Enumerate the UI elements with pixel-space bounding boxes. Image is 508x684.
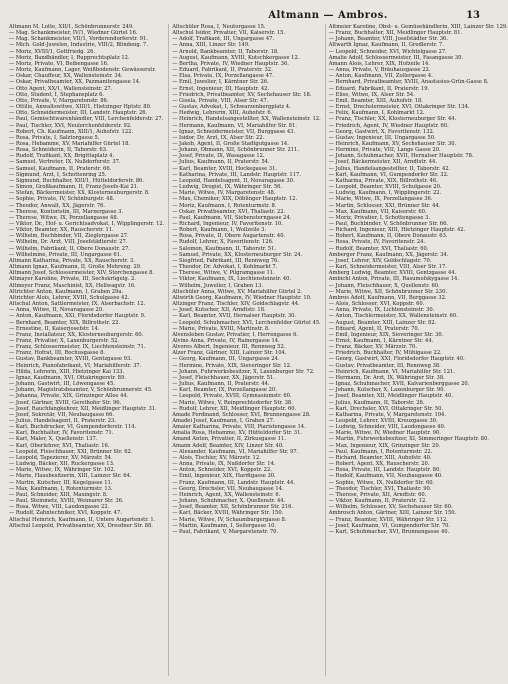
directory-entry: — Oskar, Privatbeamter, XVI, Thaliastr. 22.	[172, 208, 286, 215]
directory-entry: — Eduard, Fabrikant, II, Praterstr. 19.	[328, 85, 430, 92]
column-3	[325, 24, 508, 676]
directory-entry: — Ludwig, Drogist, IX, Währinger Str. 56.	[172, 184, 283, 191]
directory-entry: — Ottilie, Anwaltswitwe, XIII/1, Hietzinger Hptstr. 80.	[9, 104, 152, 111]
directory-entry: — Friedrich, Buchhalter, IV, Mühlgasse 22.	[328, 350, 442, 357]
directory-entry: — Paul, Tischler, XVI, Neulerchenfelderstr. 92.	[9, 122, 132, 129]
directory-entry: Amand Anton, Privatier, II, Zirkusgasse 11.	[172, 436, 286, 443]
page-number: 13	[466, 9, 480, 21]
directory-entry: — Therese, Private, XII, Arndtstr. 60.	[328, 491, 427, 498]
directory-entry: Altzinger Franz, Tischler, XIV, Goldschlagstr. 44.	[172, 301, 300, 308]
directory-entry: — Karl, Schneidermeister, VIII, Alser Str. 17.	[328, 264, 447, 271]
directory-entry: — Rosa, Private, II, Obere Augartenstr. 40.	[172, 233, 286, 240]
directory-entry: — Ernestine, II, Kaiserjosefstr. 14.	[9, 325, 100, 332]
directory-entry: Altschul Leopold, Privatbeamter, XX, Dresdner Str. 88.	[9, 522, 153, 529]
directory-entry: — Martin, Fuhrwerksbesitzer, XI, Simmeringer Hauptstr. 80.	[328, 436, 489, 443]
directory-entry: — Johann, Schuhmacher, XVII, Hernalser Hauptstr. 78.	[328, 153, 474, 160]
directory-entry: — Bernhard, Beamter, XIX, Billrothstr. 22.	[9, 319, 121, 326]
directory-entry: — Anton, Schneider, XVI, Koppstr. 22.	[172, 467, 272, 474]
directory-entry: — Marie, Witwe, V, Reinprechtsdorfer Str. 38.	[172, 399, 293, 406]
directory-entry: — Gustav, Bankbeamter, XVIII, Gentzgasse 93.	[9, 356, 132, 363]
directory-entry: Altschul Heinrich, Kaufmann, II, Untere Augartenstr. 1.	[9, 516, 156, 523]
directory-entry: — Wilhelm, Juwelier, I, Graben 13.	[172, 282, 264, 289]
directory-entry: — Franz, Beamter, XVIII, Währinger Str. 112.	[328, 516, 448, 523]
directory-entry: — Katharina, Private, XIX, Billrothstr. 46.	[328, 177, 438, 184]
directory-entry: — Heinrich, Pianofabrikant, VI, Mariahilferstr. 37.	[9, 362, 142, 369]
directory-entry: — Robert, Agent, XX, Rauscherstr. 20.	[328, 461, 430, 468]
directory-entry: — Friedrich, Agent, IV, Wiedner Hauptstr. 60.	[328, 122, 449, 129]
directory-entry: — Josef, Kutscher, XII, Arndtstr. 18.	[172, 307, 266, 314]
directory-entry: Altschüler Anna, Witwe, XV, Mariahilfer Gürtel 2.	[172, 288, 303, 295]
directory-entry: — Martin, Kaufmann, I, Seilergasse 10.	[172, 522, 277, 529]
directory-entry: — Anna, Private, IX, Lichtensteinstr. 30.	[328, 307, 435, 314]
directory-entry: — Hermine, Private, XIX, Sieveringer Str. 12.	[172, 362, 292, 369]
directory-entry: — Marie, Witwe, IV, Schaumburgergasse 8.	[172, 516, 287, 523]
directory-entry: — Robert, Ch. Kaufmann, XIII/1, Auhofstr. 122.	[9, 128, 134, 135]
directory-entry: — Alois, Tischler, XV, Märzstr. 12.	[172, 454, 261, 461]
directory-entry: — Georg, Drechsler, VII, Neubaugasse 14.	[172, 485, 284, 492]
directory-entry: — Salomon, Kaufmann, II, Taborstr. 51.	[172, 245, 277, 252]
directory-entry: — Otto Agent, XX/1, Wallensteinstr. 27.	[9, 85, 113, 92]
directory-entry: — Theodor, Anwalt, XX, Jägerstr. 76.	[9, 202, 106, 209]
directory-entry: — Max, Kaufmann, I, Rotenturmstr. 13.	[9, 485, 113, 492]
directory-entry: Altmann M. Lotte, XII/1, Schönbrunnerstr. 249.	[9, 24, 134, 30]
directory-entry: — Hedwig, Lehrerin, XIII, Auhofstr. 6.	[172, 110, 273, 117]
directory-entry: — Leopold, Handelsagent, II, Novaragasse 30.	[172, 177, 295, 184]
directory-entry: — Georg, Gastwirt, X, Favoritenstr. 132.	[328, 128, 435, 135]
directory-entry: — Moriz, XVIII/1, Gottfriedg. 26.	[9, 48, 96, 55]
directory-entry: — Franz, Schlossermeister, IX, Liechtensteinstr. 71.	[9, 344, 146, 351]
directory-entry: — Marie, Witwe, IX, Währinger Str. 102.	[9, 467, 116, 474]
directory-entry: — Karl, Bäcker, XVIII, Währinger Str. 150.	[172, 510, 284, 517]
directory-entry: Altmeier Karoline, Obst- u. Gemüsehändlerin, XIII, Lainzer Str. 129.	[328, 24, 508, 30]
running-head: Altmann — Ambros.	[268, 9, 388, 21]
directory-entry: — Wilhelm, Schlosser, XV, Sechshauser Str. 60.	[328, 504, 453, 511]
directory-entry: — Franz, Hofrat, III, Rochusgasse 8.	[9, 350, 106, 357]
directory-entry: — Paul, Kaufmann, VII, Siebensterngasse 24.	[172, 214, 292, 221]
directory-entry: — Hermine, Private, VIII, Lange Gasse 20.	[328, 147, 441, 154]
directory-entry: Altwarth Ignaz, Kaufmann, II, Gredlerstr. 7.	[328, 42, 444, 49]
directory-entry: — Rosa, Private, I, Salztorgasse 5.	[9, 134, 100, 141]
directory-columns	[6, 24, 508, 676]
directory-entry: — Moriz, Kaufmann, I, Rotenturmstr. 8.	[172, 202, 277, 209]
directory-entry: — Leopold, Lehrer, XVIII, Kreuzgasse 30.	[328, 418, 438, 424]
directory-entry: — Wilhelmine, Private, III, Ungargasse 61.	[9, 251, 122, 258]
directory-entry: — Katharina, Private, V, Margaretenstr. 104.	[328, 411, 446, 418]
directory-entry: — Viktor, Kaufmann, II, Praterstr. 12.	[328, 498, 427, 505]
directory-entry: — Gustav, Ingenieur, III, Ungargasse 50.	[328, 134, 436, 141]
directory-entry: Ambros Adolf, Kaufmann, VII, Burggasse 32.	[328, 294, 447, 301]
directory-entry: — Gisela, Private, VIII, Alser Str. 47.	[172, 97, 269, 104]
directory-entry: — Otto, Schneidermeister, III, Landstr. Hauptstr. 26.	[9, 110, 148, 117]
directory-entry: — Otto, Student, I, Stephansplatz 6.	[9, 91, 105, 98]
directory-entry: — Anna, Private, IX, Nußdorfer Str. 14.	[172, 461, 276, 468]
directory-entry: — Eduard, Fabrikant, II, Praterstr. 32.	[172, 67, 273, 74]
directory-entry: — Karl, Buchdrucker, VI, Gumpendorferstr. 114.	[9, 424, 137, 431]
directory-entry: — Moriz, Privatier, I, Schottengasse 3.	[328, 214, 431, 221]
directory-entry: — Josef, Rauchfangkehrer, XII, Meidlinger Hauptstr. 31.	[9, 405, 157, 412]
directory-entry: Amalie Adolf, Schlossermeister, III, Fasangasse 30.	[328, 54, 464, 61]
directory-entry: — Rosa, Witwe, VIII, Laudongasse 22.	[9, 504, 110, 511]
column-2	[168, 24, 321, 676]
directory-entry: Altmann Ignaz, Kaufmann, II, Große Mohreng. 29.	[9, 264, 142, 271]
directory-entry: — Karl, Kaufmann, VI, Gumpendorfer Str. 32.	[328, 171, 449, 178]
directory-entry: — Samuel, Vertreter, IX, Nußdorferstr. 37.	[9, 159, 121, 166]
directory-entry: — Ludwig, Kaufmann, I, Wipplingerstr. 22.	[328, 190, 442, 197]
directory-entry: — Anton, Tischlermeister, XX, Wallensteinstr. 60.	[328, 313, 458, 320]
directory-entry: — Johanna, Private, XIX, Grinzinger Allee 44.	[9, 393, 129, 400]
directory-entry: — Josef, Sekretär, VII, Neubaugasse 66.	[9, 411, 115, 418]
directory-entry: — Franz, Buchhalter, XII, Meidlinger Hauptstr. 81.	[328, 30, 463, 37]
directory-entry: — Otto, Private, V, Margaretenstr. 86.	[9, 97, 109, 104]
directory-entry: — Karl, Maler, X, Quellenstr. 137.	[9, 436, 98, 443]
directory-entry: — Anna, Private, V, Bräuhausgasse 22.	[328, 67, 431, 74]
directory-entry: — Anton, Kaufmann, XXI, Floridsdorfer Hauptstr. 9.	[9, 313, 146, 320]
directory-entry: — Rudolf, Lehrer, XII, Meidlinger Hauptstr. 60.	[172, 405, 297, 412]
directory-entry: Amann Alois, Lehrer, XIX, Hofzeile 14.	[328, 60, 430, 67]
directory-entry: — Richard, Ingenieur, IV, Favoritenstr. 10.	[172, 221, 283, 227]
directory-entry: — Leopold, Schuhmacher, XVI, Lerchenfelder Gürtel 45.	[172, 319, 321, 326]
directory-entry: Alvensleben Gustav, Privatier, I, Herrengasse 6.	[172, 331, 299, 338]
directory-entry: — Anna, XIII, Linzer Str. 149.	[172, 42, 250, 49]
directory-entry: — Stefan, Bäckermeister, XX, Klosterneuburgerstr. 8.	[9, 190, 150, 197]
directory-entry: — Moriz, Bandhändler, I, Rupprechtsplatz 12.	[9, 54, 130, 61]
directory-entry: — Viktor, Beamter, XX, Rauscherstr. 11.	[9, 227, 114, 234]
directory-entry: — Oskar, Chauffeur, XX, Wallensteinstr. 34.	[9, 73, 123, 80]
directory-entry: — Sophie, Private, IV, Schönburgstr. 48.	[9, 196, 115, 203]
directory-entry: — Max, Ingenieur, XIX, Grinzinger Str. 20.	[328, 442, 441, 449]
directory-entry: Amberg Ludwig, Beamter, XVIII, Gentzgasse 44.	[328, 270, 457, 277]
directory-entry: — Heinrich, Handelsangestellter, XX, Wallensteinstr. 12.	[172, 116, 321, 123]
directory-entry: — Emil, Juwelier, I, Kärntner Str. 26.	[172, 79, 269, 86]
directory-entry: — Max, Chemiker, XIX, Döblinger Hauptstr. 12.	[172, 196, 298, 203]
directory-entry: — Richard, Ingenieur, XIII, Hietzinger Hauptstr. 42.	[328, 227, 466, 234]
directory-entry: — Ignaz, Schneidermeister, VII, Burggasse 43.	[172, 128, 296, 135]
directory-entry: — Wilhelm, Fabrikant, II, Obere Donaustr. 27.	[9, 245, 130, 252]
directory-entry: — Hermann, Kaufmann, VI, Mariahilfer Str. 81.	[172, 122, 297, 129]
directory-entry: — Alois, Schlosser, XVI, Koppstr. 60.	[328, 301, 425, 308]
directory-entry: — August, Kaufmann, XVIII, Kutschkergasse 12.	[172, 54, 300, 61]
directory-entry: — Emil, Beamter, XIII, Auhofstr. 18.	[328, 97, 423, 104]
directory-entry: — Julius, Kaufmann, II, Praterstr. 54.	[172, 159, 270, 166]
directory-entry: — Rudolf, Zahntechniker, XVI, Koppstr. 47.	[9, 510, 122, 517]
directory-entry: — Marie, Witwe, IV, Margaretenstr. 48.	[172, 190, 276, 197]
directory-entry: — Karl, Beamter, XVII, Hernalser Hauptstr. 30.	[172, 313, 297, 320]
directory-entry: — Max, Kaufmann, VII, Kaiserstr. 60.	[328, 208, 427, 215]
directory-entry: — Samuel, Private, XX, Klosterneuburger Str. 24.	[172, 251, 303, 258]
directory-entry: — Marie, Hausbesitzerin, XIII, Lainzer Str. 64.	[9, 473, 132, 480]
directory-entry: — Robert, Kaufmann, I, Wollzeile 3.	[172, 227, 267, 234]
directory-entry: Amalia Rosa, Hebamme, XV, Hütteldorfer Str. 31.	[172, 430, 303, 437]
directory-entry: — Julius, Kaufmann, II, Praterstr. 44.	[172, 381, 270, 388]
directory-entry: — Sigmund, Buchhalter, XIII/1, Hütteldorferstr. 86.	[9, 177, 144, 184]
directory-entry: — Hilda, Lehrerin, XIII, Hietzinger Kai 133.	[9, 368, 125, 375]
directory-entry: — Josef, Kaufmann, VI, Gumpendorfer Str. 70.	[328, 522, 451, 529]
directory-entry: — Anna, Witwe, II, Novaragasse 20.	[9, 307, 104, 314]
directory-entry: — Marie, Witwe, XII, Schönbrunner Str. 230.	[328, 288, 448, 295]
directory-entry: — Ernst, Ingenieur, III, Hauptstr. 42.	[172, 85, 270, 92]
directory-entry: — Martin, Kutscher, III, Kegelgasse 11.	[9, 479, 113, 486]
directory-entry: — Jakob, Agent, II, Große Stadtgutgasse 14.	[172, 140, 289, 147]
directory-entry: — Franz, Kaufmann, III, Landstr. Hauptstr. 44.	[172, 479, 295, 486]
directory-entry: — Johann, Gastwirt, III, Löwengasse 45.	[9, 381, 115, 388]
directory-entry: — Karl, Schuhmacher, XVI, Brunnengasse 40.	[328, 528, 450, 535]
directory-entry: — Wilhelm, Dr. Arzt, VIII, Josefstädterstr. 27.	[9, 239, 128, 246]
directory-entry: — Mag. Schankmeister, IV/1, Wiedner Gürtel 16.	[9, 30, 138, 37]
directory-entry: — Paul, Steinmetz, XVIII, Weimarer Str. 36.	[9, 498, 124, 505]
directory-entry: — Josef, Gärtner, XVIII, Gersthofer Str. 96.	[9, 399, 122, 406]
directory-entry: — Bernhard, Privatbeamter, XVIII, Anastasius-Grün-Gasse 8.	[328, 79, 489, 86]
directory-entry: — Paul, Gemischtwarenhändler, VIII, Lerchenfelderstr. 27.	[9, 116, 164, 123]
directory-entry: Altschüler Rosa, I, Neutorgasse 15.	[172, 24, 266, 30]
directory-entry: — Rudolf, Kaufmann, VII, Neubaugasse 40.	[328, 473, 443, 480]
directory-entry: — Franz, Privatier, X, Laxenburgerstr. 52.	[9, 337, 120, 344]
directory-entry: — Hermann, Dr. Arzt, IX, Währinger Str. 38.	[328, 374, 445, 381]
directory-entry: — Therese, Witwe, V, Pilgramgasse 11.	[172, 270, 275, 277]
directory-entry: — Elsa, Private, IX, Porzellangasse 47.	[172, 73, 274, 80]
directory-entry: — Marie, Private, XVIII, Martinstr. 8.	[172, 325, 270, 332]
directory-entry: — Richard, Beamter, XIII, Auhofstr. 40.	[328, 454, 432, 461]
directory-entry: — Karl, Oberlehrer, XVI, Thaliastr. 16.	[9, 442, 110, 449]
directory-entry: — Paul, Schneider, XIII, Maxingstr. 8.	[9, 491, 108, 498]
directory-entry: — Heinrich, Agent, XX, Wallensteinstr. 6.	[172, 491, 281, 498]
directory-entry: — Franz, Tischler, XX, Klosterneuburger Str. 44.	[328, 116, 457, 123]
directory-entry: — Sophie, Witwe, IX, Nußdorfer Str. 60.	[328, 479, 435, 486]
directory-entry: — Josef, Fleischhauer, XX, Jägerstr. 51.	[172, 374, 275, 381]
directory-entry: — Gustav, Privatbeamter, III, Rennweg 38.	[328, 362, 441, 369]
directory-entry: Altwirth Georg, Kaufmann, IV, Wiedner Hauptstr. 10.	[172, 294, 312, 301]
directory-entry: — Franz, Bäcker, XV, Märzstr. 70.	[328, 344, 417, 351]
directory-entry: Alvores Albert, Ingenieur, III, Rennweg 52.	[172, 344, 286, 351]
directory-entry: — Leopold, Fleischhauer, XXI, Brünner Str. 62.	[9, 448, 133, 455]
directory-entry: — Rosa, Hebamme, XV, Mariahilfer Gürtel 18.	[9, 140, 131, 147]
directory-entry: — Johann, Obmann, XII, Schönbrunner Str. 211.	[172, 147, 299, 154]
directory-entry: — Friedrich, Privatbeamter, XV, Sechshauser Str. 18.	[172, 91, 312, 98]
directory-entry: — Karl, Beamter, IX, Porzellangasse 20.	[172, 387, 277, 394]
directory-entry: — Moriz, Kaufmann, Lager, Weißbodenstr. Gewässerstr.	[9, 67, 156, 74]
directory-entry: Altrichter Anton, Kaufmann, I, Graben 29a.	[9, 288, 124, 295]
directory-entry: — Ignaz, Schuhmacher, XVII, Kalvarienberggasse 20.	[328, 381, 470, 388]
directory-entry: — Leopold, Private, XVIII, Gymnasiumstr. 60.	[172, 393, 292, 400]
directory-entry: — Leopold, Schneider, XVI, Wichtelgasse 27.	[328, 48, 447, 55]
directory-entry: — Julius, Handelsagent, II, Praterstr. 23.	[9, 418, 117, 424]
directory-entry: — Johann, Kutscher, X, Laxenburger Str. 90.	[328, 387, 446, 394]
directory-entry: — Elise, Witwe, IX, Alser Str. 54.	[328, 91, 415, 98]
directory-entry: — Wilhelm, Buchbinder, VII, Zieglergasse 27.	[9, 233, 129, 240]
directory-entry: — Josef, Private, IX, Wasagasse 12.	[172, 153, 265, 160]
directory-entry: Ambrosch Anton, Gärtner, XIII, Lainzer Str. 150.	[328, 510, 457, 517]
directory-entry: — Sigmund, Arzt, I, Schottenring 25.	[9, 171, 107, 178]
directory-entry: — Moriz, Private, VI, Beibengasse 16.	[9, 60, 109, 67]
directory-entry: — Rosa, Private, IV, Favoritenstr. 24.	[328, 239, 426, 246]
directory-entry: — Rosa, Private, III, Landstr. Hauptstr. 80.	[328, 467, 441, 474]
directory-entry: — Karl, Buchhalter, IV, Favoritenstr. 71.	[9, 430, 114, 437]
directory-entry: — Therese, Kontoristin, III, Marxergasse 3.	[9, 208, 124, 215]
directory-entry: — Johann, Beamter, VIII, Josefstädter Str. 36.	[328, 36, 449, 43]
directory-entry: — Johann, Schuhmacher, X, Quellenstr. 44.	[172, 498, 286, 505]
directory-entry: — Georg, Kaufmann, III, Ungargasse 24.	[172, 356, 280, 363]
directory-entry: — Oskar, Privatbeamter, XX, Pazmanitengasse 14.	[9, 79, 141, 86]
directory-entry: — Arnold, Bankbeamter, II, Taborstr. 18.	[172, 48, 279, 55]
directory-entry: — Viktor, Kaufmann, IX, Liechtensteinstr. 40.	[172, 276, 292, 283]
directory-entry: — Karl, Beamter, XVIII, Hockegasse 31.	[172, 165, 278, 172]
column-1	[6, 24, 164, 676]
directory-entry: — Josef, Beamter, XII, Schönbrunner Str. 216.	[172, 504, 294, 511]
directory-entry: — Josef, Beamter, XII, Meidlinger Hauptstr. 40.	[328, 393, 453, 400]
directory-entry: — Johann, Fleischhauer, X, Quellenstr. 60.	[328, 282, 440, 289]
directory-entry: — Georg, Gastwirt, XXI, Floridsdorfer Hauptstr. 40.	[328, 356, 465, 363]
directory-entry: — Therese, Witwe, IX, Porzellangasse 48.	[9, 214, 119, 221]
directory-entry: Altmann Josef, Schlossermeister, XIV, Storchengasse 8.	[9, 270, 155, 277]
directory-entry: — Adolf, Trafikant, III, Ungargasse 47.	[172, 36, 275, 43]
directory-entry: Alzer Franz, Gärtner, XIII, Lainzer Str. 104.	[172, 350, 287, 357]
directory-entry: — Mag. Schankmeister, VII/1, Vorderendorferstr. 91.	[9, 36, 148, 43]
directory-entry: — Marie, Witwe, IV, Wiedner Hauptstr. 90.	[328, 430, 441, 437]
directory-entry: — Johann, Fuhrwerksbesitzer, X, Laxenburger Str. 72.	[172, 368, 315, 375]
directory-entry: — Ernst, Drechslermeister, XVI, Ottakringer Str. 134.	[328, 104, 470, 111]
directory-entry: — Martin, Schlosser, XXI, Brünner Str. 44.	[328, 202, 441, 209]
directory-entry: — Isidor, Dr. Arzt, IX, Alser Str. 22.	[172, 134, 265, 141]
directory-entry: Altschul Isidor, Privatier, VII, Kaiserstr. 15.	[172, 30, 286, 37]
directory-entry: Amberger Franz, Kaufmann, XX, Jägerstr. 34.	[328, 251, 449, 258]
directory-entry: — Siegfried, Fabrikant, III, Rennweg 76.	[172, 257, 279, 264]
directory-entry: — Josef, Lehrer, XIV, Goldschlagstr. 70.	[328, 257, 432, 264]
directory-entry: — Josef, Bäckermeister, XII, Arndtstr. 44.	[328, 159, 437, 166]
directory-entry: Amaier Katharina, Private, VIII, Piaristengasse 14.	[172, 424, 306, 431]
directory-entry: — Alexander, Kaufmann, VI, Mariahilfer Str. 97.	[172, 448, 299, 455]
directory-entry: — Viktor, Dr., Hof- u. Gerichtsadvokat, I, Wipplingerstr. 12.	[9, 221, 165, 227]
directory-entry: — Katharina, Private, III, Landstr. Hauptstr. 117.	[172, 171, 301, 178]
directory-entry: — Paul, Kaufmann, I, Rotenturmstr. 22.	[328, 448, 433, 455]
directory-entry: — Mich. Gold-Juwelen, Industrie, VIII/2, Blindeng. 7.	[9, 42, 148, 49]
directory-entry: — Emil, Ingenieur, XIX, Sieveringer Str. 30.	[328, 331, 444, 338]
directory-entry: — Ernst, Kaufmann, I, Kärntner Str. 44.	[328, 337, 434, 344]
directory-entry: — Rudolf, Beamter, XVI, Thaliastr. 60.	[328, 245, 429, 252]
directory-entry: — Ludwig, Bäcker, XII, Ruckergasse 13.	[9, 461, 115, 468]
directory-entry: — Rudolf, Trafikant, XX, Brigittaplatz 4.	[9, 153, 115, 160]
directory-entry: — Paul, Fabrikant, V, Margaretenstr. 70.	[172, 528, 279, 535]
directory-entry: Amade Ferdinand, Schlosser, XVI, Brunnengasse 28.	[172, 411, 311, 418]
directory-entry: Alvine Anna, Private, IV, Rainergasse 14.	[172, 337, 280, 344]
directory-entry: — Leopold, Beamter, XVIII, Schulgasse 20.	[328, 184, 442, 191]
directory-entry: — Leopold, Tapezierer, XV, Märzstr. 54.	[9, 454, 113, 461]
directory-entry: — Johann, Magistratsbeamter, V, Schönbrunnerstr. 45.	[9, 387, 153, 394]
directory-entry: — Eduard, Agent, II, Praterstr. 70.	[328, 325, 420, 332]
directory-entry: — Ludwig, Schneider, VIII, Laudongasse 40.	[328, 424, 446, 431]
directory-entry: Altmayer Karoline, Private, III, Sechskrügelg. 2.	[9, 276, 136, 283]
directory-entry: — Theodor, Dr. Advokat, I, Kohlmarkt 7.	[172, 264, 278, 271]
directory-entry: — Simon, Großkaufmann, II, Franz-Josefs-Kai 21.	[9, 184, 139, 191]
directory-entry: Altmann Katharina, Private, XX, Rauscherstr. 3.	[9, 257, 135, 264]
directory-entry: Amadei Josef, Kaufmann, I, Graben 27.	[172, 418, 275, 424]
directory-entry: — Rosa, Schneiderin, II, Taborstr. 63.	[9, 147, 108, 154]
directory-entry: — Gustav, Advokat, I, Schwarzenbergplatz 4.	[172, 104, 291, 111]
directory-entry: — Felix, Kaufmann, I, Kohlmarkt 12.	[328, 110, 425, 117]
directory-entry: — Robert, Kaufmann, II, Obere Donaustr. 63.	[328, 233, 448, 240]
directory-entry: Altmeyer Franz, Maschinist, XX, Hellwagstr. 16.	[9, 282, 136, 289]
directory-entry: — Heinrich, Kaufmann, XV, Sechshauser Str. 30.	[328, 140, 457, 147]
directory-entry: — Julius, Kaufmann, II, Taborstr. 26.	[328, 399, 425, 406]
directory-entry: — Paul, Buchbinder, V, Schönbrunner Str. 66.	[328, 221, 449, 227]
directory-entry: Ambichl Anton, Private, III, Rasumofskygasse 14.	[328, 276, 459, 283]
directory-entry: — Ignaz, Kaufmann, XVI, Ottakringerstr. 89.	[9, 374, 126, 381]
directory-entry: — Emil, Ingenieur, XIX, Hardtgasse 30.	[172, 473, 276, 480]
directory-entry: Amann Adolf, Beamter, XIV, Linzer Str. 40.	[172, 442, 284, 449]
page-header	[40, 8, 480, 22]
directory-entry: — Rudolf, Lehrer, X, Favoritenstr. 126.	[172, 239, 274, 246]
directory-entry: — Heinrich, Kaufmann, VI, Mariahilfer Str. 121.	[328, 368, 455, 375]
directory-entry: — Franz, Installateur, XX, Klosterneuburgerstr. 60.	[9, 331, 144, 338]
directory-entry: — Marie, Witwe, IX, Porzellangasse 36.	[328, 196, 433, 203]
directory-entry: — August, Beamter, XIII, Lainzer Str. 82.	[328, 319, 437, 326]
directory-entry: Altrichter Alois, Lehrer, XVIII, Schulgasse 42.	[9, 294, 130, 301]
directory-entry: — Karl, Drechsler, XVI, Ottakringer Str. 50.	[328, 405, 444, 412]
directory-entry: Altschul Anton, Sattlermeister, IX, Alserbachstr. 12.	[9, 301, 146, 308]
directory-entry: — Julius, Handelsangestellter, II, Taborstr. 42.	[328, 165, 451, 172]
directory-entry: — Theodor, Tischler, XVI, Thaliastr. 90.	[328, 485, 432, 492]
directory-entry: — Bertha, Private, IV, Wiedner Hauptstr. 36.	[172, 60, 289, 67]
directory-entry: — Anton, Kaufmann, VII, Zollergasse 4.	[328, 73, 433, 80]
directory-entry: — Samuel, Kaufmann, II, Praterstr. 66.	[9, 165, 112, 172]
